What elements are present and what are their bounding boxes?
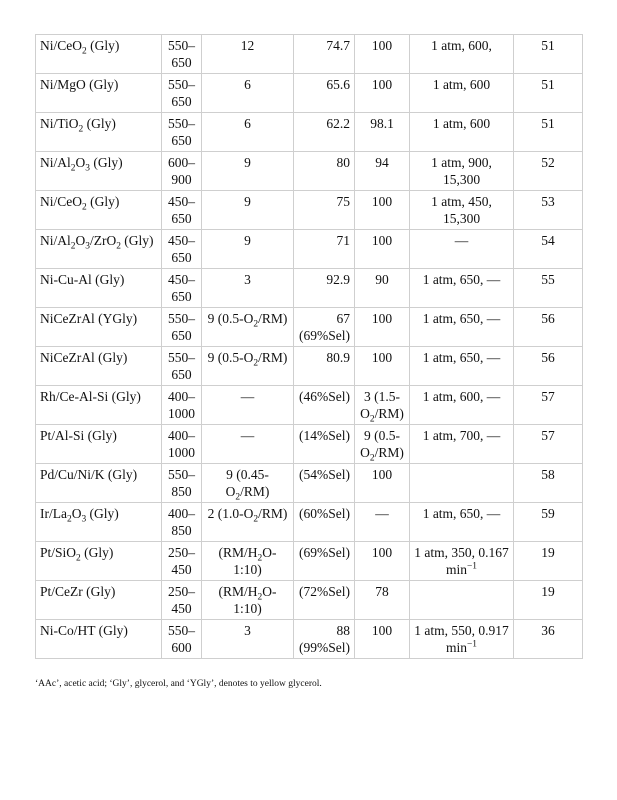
cell-catalyst: Ni-Co/HT (Gly) bbox=[36, 620, 162, 659]
cell-conversion: 100 bbox=[355, 464, 410, 503]
cell-conversion: 90 bbox=[355, 269, 410, 308]
cell-reference: 57 bbox=[514, 425, 583, 464]
table-row bbox=[36, 425, 583, 464]
cell-ratio: 9 bbox=[202, 152, 294, 191]
cell-yield: (72%Sel) bbox=[294, 581, 355, 620]
table-row bbox=[36, 230, 583, 269]
cell-temperature: 550–850 bbox=[162, 464, 202, 503]
cell-conversion: 3 $(1.5-O_2/RM)$ bbox=[355, 386, 410, 425]
cell-yield: 65.6 bbox=[294, 74, 355, 113]
table-row bbox=[36, 620, 583, 659]
cell-catalyst: $Ir/La_2O_3$ (Gly) bbox=[36, 503, 162, 542]
cell-conversion: 100 bbox=[355, 620, 410, 659]
cell-ratio: 6 bbox=[202, 74, 294, 113]
cell-catalyst: $Ni/Al_2O_3$ (Gly) bbox=[36, 152, 162, 191]
cell-conversion: 78 bbox=[355, 581, 410, 620]
cell-conditions: 1 atm, 600 bbox=[410, 113, 514, 152]
cell-catalyst: Pt/Al-Si (Gly) bbox=[36, 425, 162, 464]
cell-ratio: 9 $(0.45-O_2/RM)$ bbox=[202, 464, 294, 503]
cell-reference: 59 bbox=[514, 503, 583, 542]
cell-yield: (60%Sel) bbox=[294, 503, 355, 542]
cell-reference: 52 bbox=[514, 152, 583, 191]
cell-conditions: 1 atm, 650, — bbox=[410, 503, 514, 542]
cell-conversion: 100 bbox=[355, 308, 410, 347]
cell-yield: (69%Sel) bbox=[294, 542, 355, 581]
cell-ratio: 9 $(0.5-O_2/RM)$ bbox=[202, 347, 294, 386]
cell-yield: (14%Sel) bbox=[294, 425, 355, 464]
cell-temperature: 250–450 bbox=[162, 542, 202, 581]
cell-ratio: 3 bbox=[202, 620, 294, 659]
cell-conditions: 1 atm, 600, — bbox=[410, 386, 514, 425]
cell-conversion: 98.1 bbox=[355, 113, 410, 152]
cell-reference: 54 bbox=[514, 230, 583, 269]
cell-conditions: 1 atm, 700, — bbox=[410, 425, 514, 464]
cell-yield: 74.7 bbox=[294, 35, 355, 74]
cell-reference: 58 bbox=[514, 464, 583, 503]
cell-conditions: 1 atm, 550, 0.917 $\min^{-1}$ bbox=[410, 620, 514, 659]
cell-reference: 56 bbox=[514, 347, 583, 386]
cell-yield: 80.9 bbox=[294, 347, 355, 386]
table-row bbox=[36, 191, 583, 230]
cell-conditions: 1 atm, 600 bbox=[410, 74, 514, 113]
cell-yield: 62.2 bbox=[294, 113, 355, 152]
cell-catalyst: Pd/Cu/Ni/K (Gly) bbox=[36, 464, 162, 503]
cell-catalyst: NiCeZrAl (Gly) bbox=[36, 347, 162, 386]
cell-conditions: — bbox=[410, 230, 514, 269]
cell-temperature: 450–650 bbox=[162, 230, 202, 269]
cell-ratio: 12 bbox=[202, 35, 294, 74]
cell-reference: 19 bbox=[514, 542, 583, 581]
cell-conversion: 100 bbox=[355, 230, 410, 269]
cell-temperature: 550–650 bbox=[162, 74, 202, 113]
cell-ratio: 2 $(1.0-O_2/RM)$ bbox=[202, 503, 294, 542]
cell-yield: 88 (99%Sel) bbox=[294, 620, 355, 659]
cell-reference: 51 bbox=[514, 74, 583, 113]
table-row bbox=[36, 269, 583, 308]
data-table bbox=[35, 34, 583, 659]
cell-ratio: 9 $(0.5-O_2/RM)$ bbox=[202, 308, 294, 347]
cell-reference: 57 bbox=[514, 386, 583, 425]
cell-yield: 71 bbox=[294, 230, 355, 269]
cell-temperature: 250–450 bbox=[162, 581, 202, 620]
cell-temperature: 550–650 bbox=[162, 113, 202, 152]
cell-reference: 19 bbox=[514, 581, 583, 620]
cell-conversion: 100 bbox=[355, 35, 410, 74]
cell-catalyst: Ni-Cu-Al (Gly) bbox=[36, 269, 162, 308]
cell-conversion: 100 bbox=[355, 74, 410, 113]
cell-yield: 75 bbox=[294, 191, 355, 230]
table-row bbox=[36, 503, 583, 542]
cell-conversion: 94 bbox=[355, 152, 410, 191]
cell-reference: 53 bbox=[514, 191, 583, 230]
cell-yield: (54%Sel) bbox=[294, 464, 355, 503]
cell-temperature: 550–650 bbox=[162, 308, 202, 347]
table-row bbox=[36, 464, 583, 503]
cell-conditions: 1 atm, 900, 15,300 bbox=[410, 152, 514, 191]
table-row bbox=[36, 308, 583, 347]
table-row bbox=[36, 347, 583, 386]
cell-ratio: — bbox=[202, 386, 294, 425]
cell-conditions: 1 atm, 450, 15,300 bbox=[410, 191, 514, 230]
cell-ratio: $(RM/H_2O-1:10)$ bbox=[202, 542, 294, 581]
cell-reference: 36 bbox=[514, 620, 583, 659]
cell-temperature: 450–650 bbox=[162, 269, 202, 308]
cell-conditions: 1 atm, 600, bbox=[410, 35, 514, 74]
cell-ratio: $(RM/H_2O-1:10)$ bbox=[202, 581, 294, 620]
table-row bbox=[36, 74, 583, 113]
cell-conditions: 1 atm, 650, — bbox=[410, 308, 514, 347]
cell-yield: 67 (69%Sel) bbox=[294, 308, 355, 347]
cell-catalyst: Pt/CeZr (Gly) bbox=[36, 581, 162, 620]
cell-catalyst: Rh/Ce-Al-Si (Gly) bbox=[36, 386, 162, 425]
cell-catalyst: Ni/CeO$_2$ (Gly) bbox=[36, 191, 162, 230]
cell-conversion: 100 bbox=[355, 191, 410, 230]
cell-catalyst: $Ni/Al_2O_3/ZrO_2$ (Gly) bbox=[36, 230, 162, 269]
cell-conditions: 1 atm, 650, — bbox=[410, 269, 514, 308]
table-row bbox=[36, 581, 583, 620]
cell-catalyst: Ni/TiO$_2$ (Gly) bbox=[36, 113, 162, 152]
cell-ratio: 6 bbox=[202, 113, 294, 152]
cell-temperature: 400–1000 bbox=[162, 425, 202, 464]
cell-yield: 92.9 bbox=[294, 269, 355, 308]
cell-reference: 56 bbox=[514, 308, 583, 347]
cell-reference: 51 bbox=[514, 113, 583, 152]
cell-temperature: 550–650 bbox=[162, 347, 202, 386]
cell-temperature: 400–850 bbox=[162, 503, 202, 542]
cell-catalyst: Ni/CeO$_2$ (Gly) bbox=[36, 35, 162, 74]
table-body bbox=[36, 35, 583, 659]
cell-conditions bbox=[410, 464, 514, 503]
cell-temperature: 450–650 bbox=[162, 191, 202, 230]
cell-yield: 80 bbox=[294, 152, 355, 191]
cell-ratio: — bbox=[202, 425, 294, 464]
table-row bbox=[36, 152, 583, 191]
cell-temperature: 600–900 bbox=[162, 152, 202, 191]
cell-reference: 51 bbox=[514, 35, 583, 74]
cell-ratio: 3 bbox=[202, 269, 294, 308]
cell-ratio: 9 bbox=[202, 191, 294, 230]
cell-conversion: 9 $(0.5-O_2/RM)$ bbox=[355, 425, 410, 464]
table-footnote: ‘AAc’, acetic acid; ‘Gly’, glycerol, and ‘YGly’, denotes to yellow glycerol. bbox=[35, 679, 322, 689]
cell-conditions: 1 atm, 650, — bbox=[410, 347, 514, 386]
cell-catalyst: Ni/MgO (Gly) bbox=[36, 74, 162, 113]
cell-temperature: 400–1000 bbox=[162, 386, 202, 425]
cell-temperature: 550–650 bbox=[162, 35, 202, 74]
cell-yield: (46%Sel) bbox=[294, 386, 355, 425]
cell-temperature: 550–600 bbox=[162, 620, 202, 659]
cell-ratio: 9 bbox=[202, 230, 294, 269]
cell-conversion: — bbox=[355, 503, 410, 542]
cell-conditions: 1 atm, 350, 0.167 $\min^{-1}$ bbox=[410, 542, 514, 581]
cell-reference: 55 bbox=[514, 269, 583, 308]
table-row bbox=[36, 35, 583, 74]
cell-conditions bbox=[410, 581, 514, 620]
table-row bbox=[36, 113, 583, 152]
cell-catalyst: Pt/SiO$_2$ (Gly) bbox=[36, 542, 162, 581]
cell-conversion: 100 bbox=[355, 347, 410, 386]
cell-catalyst: NiCeZrAl (YGly) bbox=[36, 308, 162, 347]
table-row bbox=[36, 542, 583, 581]
table-row bbox=[36, 386, 583, 425]
cell-conversion: 100 bbox=[355, 542, 410, 581]
